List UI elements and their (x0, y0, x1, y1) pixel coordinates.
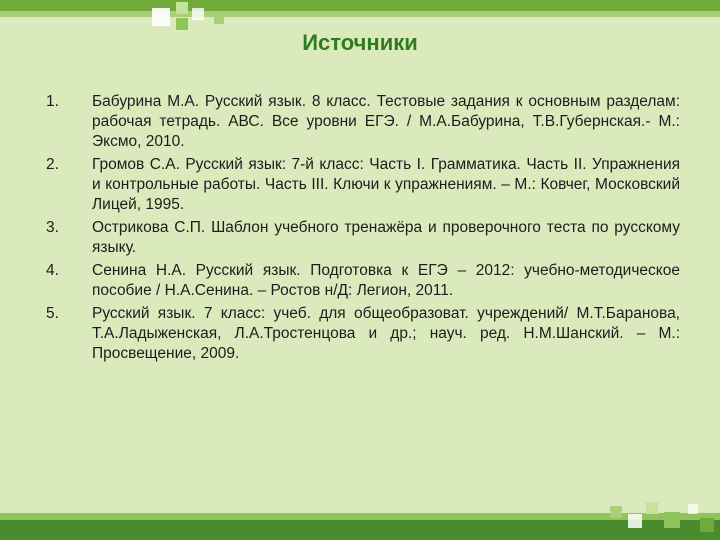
list-item-number: 2. (46, 156, 59, 173)
list-item-text: Сенина Н.А. Русский язык. Подготовка к ЕГЭ – 2012: учебно-методическое пособие / Н.А.Сенина. – Ростов н/Д: Легион, 2011. (92, 262, 680, 299)
list-item-number: 1. (46, 93, 59, 110)
sources-list (40, 92, 680, 367)
list-item-text: Бабурина М.А. Русский язык. 8 класс. Тестовые задания к основным разделам: рабочая тетрадь. АВС. Все уровни ЕГЭ. / М.А.Бабурина, Т.В.Губернская.- М.: Эксмо, 2010. (92, 93, 680, 150)
list-item (40, 304, 680, 364)
top-decor-stripe (0, 11, 720, 17)
list-item (40, 261, 680, 301)
list-item (40, 218, 680, 258)
top-decor-band (0, 0, 720, 11)
list-item-number: 5. (46, 305, 59, 322)
list-item-number: 3. (46, 219, 59, 236)
list-item-text: Русский язык. 7 класс: учеб. для общеобразоват. учреждений/ М.Т.Баранова, Т.А.Ладыженская, Л.А.Тростенцова и др.; науч. ред. Н.М.Шанский. – М.: Просвещение, 2009. (92, 305, 680, 362)
list-item-number: 4. (46, 262, 59, 279)
list-item-text: Острикова С.П. Шаблон учебного тренажёра и проверочного теста по русскому языку. (92, 219, 680, 256)
list-item (40, 92, 680, 152)
slide-title: Источники (302, 30, 418, 55)
bottom-decor-squares (0, 500, 720, 540)
list-item-text: Громов С.А. Русский язык: 7-й класс: Часть I. Грамматика. Часть II. Упражнения и контрольные работы. Часть III. Ключи к упражнениям. – М.: Ковчег, Московский Лицей, 1995. (92, 156, 680, 213)
list-item (40, 155, 680, 215)
